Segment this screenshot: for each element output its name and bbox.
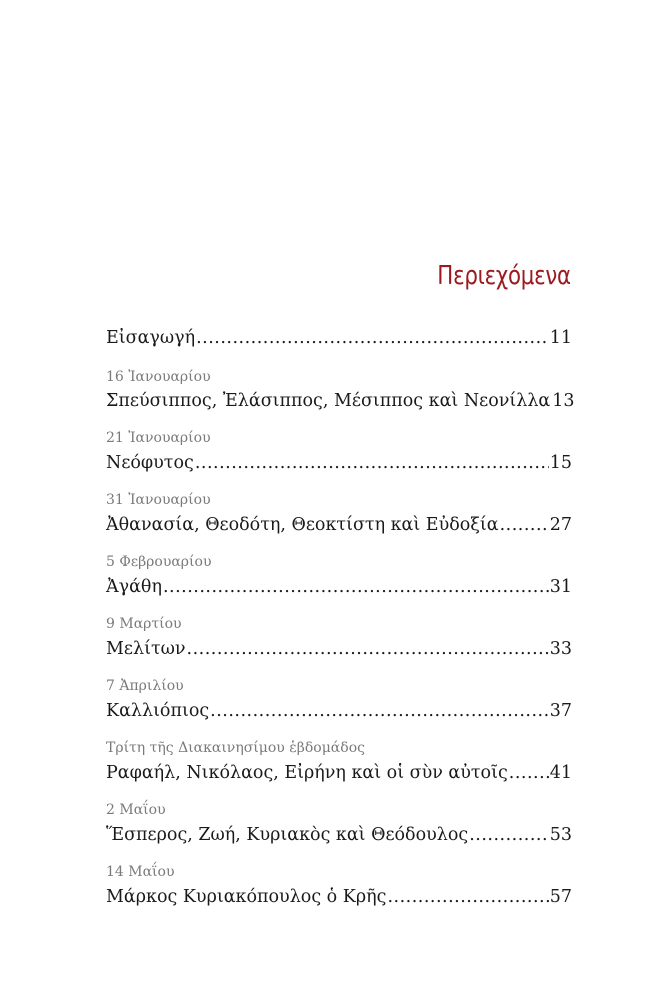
toc-date: 9 Μαρτίου (106, 616, 182, 632)
toc-page-number: 53 (549, 825, 572, 845)
toc-date: 5 Φεβρουαρίου (106, 554, 212, 570)
toc-entry-title: Καλλιόπιος (106, 701, 210, 721)
toc-entry-title: Εἰσαγωγή (106, 328, 196, 348)
toc-page-number: 13 (552, 391, 575, 411)
leader-dots (163, 577, 549, 597)
toc-page-number: 27 (549, 515, 572, 535)
toc-date: 2 Μαΐου (106, 802, 166, 818)
leader-dots (387, 887, 548, 907)
toc-line[interactable] (106, 887, 572, 907)
toc-entry-title: Ἕσπερος, Ζωή, Κυριακὸς καὶ Θεόδουλος (106, 825, 469, 845)
toc-date: 16 Ἰανουαρίου (106, 369, 211, 385)
toc-page-number: 31 (549, 577, 572, 597)
toc-page-number: 11 (549, 328, 572, 348)
toc-date: 21 Ἰανουαρίου (106, 430, 211, 446)
toc-line[interactable] (106, 453, 572, 473)
toc-entry-title: Ραφαήλ, Νικόλαος, Εἰρήνη καὶ οἱ σὺν αὐτοῖς (106, 763, 508, 783)
leader-dots (187, 639, 549, 659)
leader-dots (196, 328, 549, 348)
toc-date: 14 Μαΐου (106, 864, 175, 880)
page-title: Περιεχόμενα (437, 261, 571, 292)
toc-page-number: 41 (549, 763, 572, 783)
leader-dots (210, 701, 549, 721)
toc-page-number: 15 (549, 453, 572, 473)
toc-line[interactable] (106, 328, 572, 348)
toc-entry-title: Νεόφυτος (106, 453, 194, 473)
toc-date: 31 Ἰανουαρίου (106, 492, 211, 508)
leader-dots (195, 453, 549, 473)
toc-entry-title: Ἀγάθη (106, 577, 162, 597)
leader-dots (500, 515, 549, 535)
toc-line[interactable] (106, 391, 575, 411)
toc-line[interactable] (106, 825, 572, 845)
toc-line[interactable] (106, 763, 572, 783)
toc-date: 7 Ἀπριλίου (106, 678, 184, 694)
toc-entry-title: Μελίτων (106, 639, 186, 659)
toc-page-number: 37 (549, 701, 572, 721)
toc-line[interactable] (106, 515, 572, 535)
toc-page-number: 33 (549, 639, 572, 659)
toc-line[interactable] (106, 639, 572, 659)
leader-dots (509, 763, 549, 783)
leader-dots (469, 825, 549, 845)
toc-page-number: 57 (549, 887, 572, 907)
toc-entry-title: Ἀθανασία, Θεοδότη, Θεοκτίστη καὶ Εὐδοξία (106, 515, 499, 535)
toc-line[interactable] (106, 577, 572, 597)
toc-line[interactable] (106, 701, 572, 721)
toc-entry-title: Σπεύσιππος, Ἐλάσιππος, Μέσιππος καὶ Νεονίλλα (106, 391, 551, 411)
toc-date: Τρίτη τῆς Διακαινησίμου ἑβδομάδος (106, 740, 365, 756)
toc-entry-title: Μάρκος Κυριακόπουλος ὁ Κρῆς (106, 887, 387, 907)
